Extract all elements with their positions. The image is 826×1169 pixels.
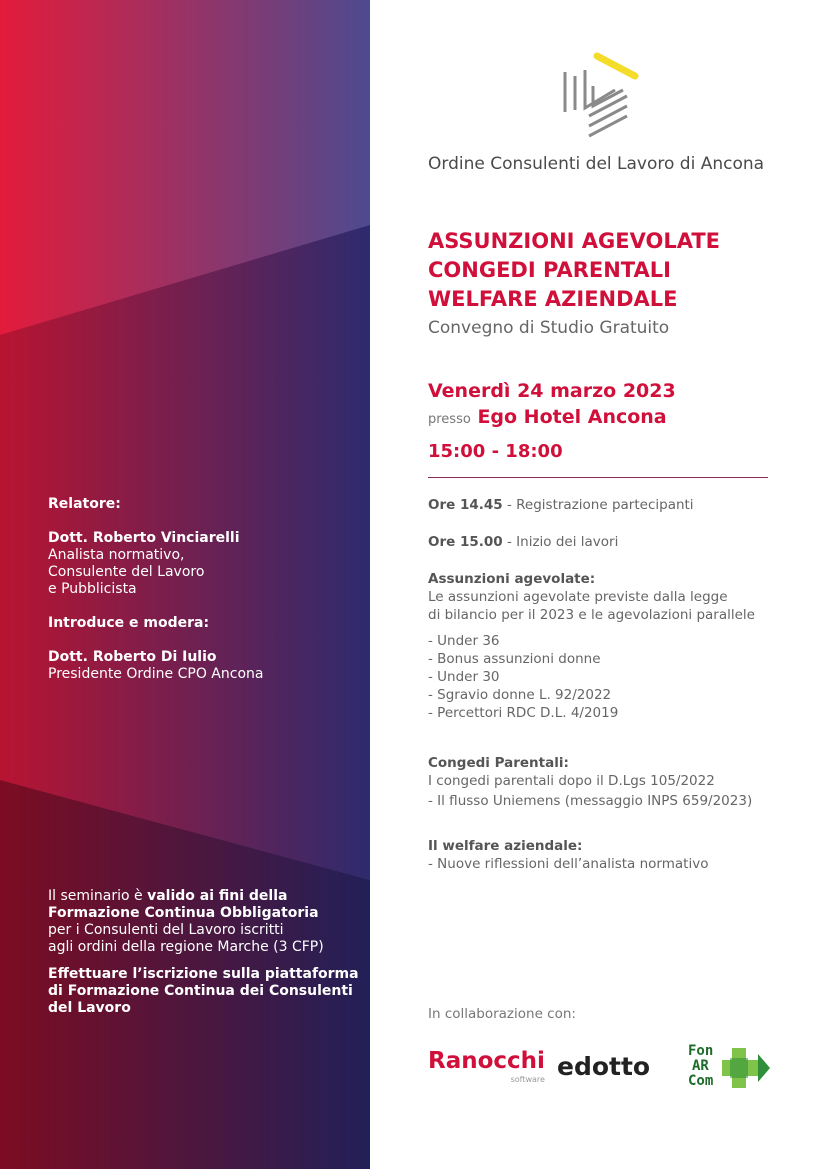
moderator-role: Presidente Ordine CPO Ancona xyxy=(48,666,264,682)
title-line-3: WELFARE AZIENDALE xyxy=(428,287,678,311)
assunzioni-head: Assunzioni agevolate: xyxy=(428,571,596,587)
reg-time: Ore 14.45 xyxy=(428,497,503,513)
collab-label: In collaborazione con: xyxy=(428,1006,576,1022)
ranocchi-logo xyxy=(428,1048,545,1084)
assunzioni-list xyxy=(428,632,755,722)
venue-prefix: presso xyxy=(428,412,471,427)
notice-prefix: Il seminario è xyxy=(48,888,148,904)
event-subtitle: Convegno di Studio Gratuito xyxy=(428,318,670,338)
event-time: 15:00 - 18:00 xyxy=(428,441,563,462)
program-registration xyxy=(428,496,694,514)
register-line-1: Effettuare l’iscrizione sulla piattaforma xyxy=(48,966,359,982)
fonarcom-logo xyxy=(684,1044,770,1096)
reg-text: - Registrazione partecipanti xyxy=(502,497,694,513)
event-venue xyxy=(428,406,667,428)
fonarcom-line-1: Fon xyxy=(688,1043,714,1059)
welfare-section xyxy=(428,837,708,873)
assunzioni-desc-2: di bilancio per il 2023 e le agevolazioni parallele xyxy=(428,607,755,623)
title-line-2: CONGEDI PARENTALI xyxy=(428,258,671,282)
org-name: Ordine Consulenti del Lavoro di Ancona xyxy=(428,154,765,174)
congedi-desc: I congedi parentali dopo il D.Lgs 105/2022 xyxy=(428,773,715,789)
congedi-head: Congedi Parentali: xyxy=(428,755,569,771)
divider xyxy=(428,477,768,478)
event-date: Venerdì 24 marzo 2023 xyxy=(428,380,676,402)
event-title xyxy=(428,227,720,314)
register-line-2: di Formazione Continua dei Consulenti xyxy=(48,983,353,999)
ranocchi-sub: software xyxy=(510,1075,545,1084)
program-start xyxy=(428,533,618,551)
notice-bold-1: valido ai fini della xyxy=(147,888,288,904)
relatore-role-1: Analista normativo, xyxy=(48,547,185,563)
register-line-3: del Lavoro xyxy=(48,1000,131,1016)
relatore-label: Relatore: xyxy=(48,496,121,512)
list-item: - Under 36 xyxy=(428,633,500,649)
introduce-label: Introduce e modera: xyxy=(48,615,210,631)
moderator-name: Dott. Roberto Di Iulio xyxy=(48,649,217,665)
notice-block xyxy=(48,888,359,1017)
notice-rest-2: agli ordini della regione Marche (3 CFP) xyxy=(48,939,324,955)
left-panel xyxy=(0,0,370,1169)
ranocchi-name: Ranocchi xyxy=(428,1048,545,1074)
relatore-role-2: Consulente del Lavoro xyxy=(48,564,205,580)
assunzioni-section xyxy=(428,570,755,722)
congedi-item: - Il flusso Uniemens (messaggio INPS 659/2023) xyxy=(428,793,753,809)
venue-name: Ego Hotel Ancona xyxy=(477,406,667,428)
ordine-consulenti-logo-icon xyxy=(555,50,645,142)
list-item: - Under 30 xyxy=(428,669,500,685)
fonarcom-text xyxy=(688,1044,713,1089)
notice-bold-2: Formazione Continua Obbligatoria xyxy=(48,905,319,921)
start-text: - Inizio dei lavori xyxy=(502,534,619,550)
assunzioni-desc-1: Le assunzioni agevolate previste dalla legge xyxy=(428,589,728,605)
list-item: - Percettori RDC D.L. 4/2019 xyxy=(428,705,619,721)
edotto-logo xyxy=(557,1052,650,1081)
list-item: - Sgravio donne L. 92/2022 xyxy=(428,687,612,703)
congedi-section xyxy=(428,754,752,810)
start-time: Ore 15.00 xyxy=(428,534,503,550)
list-item: - Bonus assunzioni donne xyxy=(428,651,601,667)
relatore-role-3: e Pubblicista xyxy=(48,581,137,597)
welfare-head: Il welfare aziendale: xyxy=(428,838,583,854)
fonarcom-line-3: Com xyxy=(688,1073,714,1089)
relatore-block xyxy=(48,496,263,683)
edotto-name: edotto xyxy=(557,1052,651,1081)
title-line-1: ASSUNZIONI AGEVOLATE xyxy=(428,229,721,253)
welfare-item: - Nuove riflessioni dell’analista normativo xyxy=(428,856,709,872)
fonarcom-line-2: AR xyxy=(692,1058,709,1074)
notice-rest-1: per i Consulenti del Lavoro iscritti xyxy=(48,922,284,938)
relatore-name: Dott. Roberto Vinciarelli xyxy=(48,530,240,546)
